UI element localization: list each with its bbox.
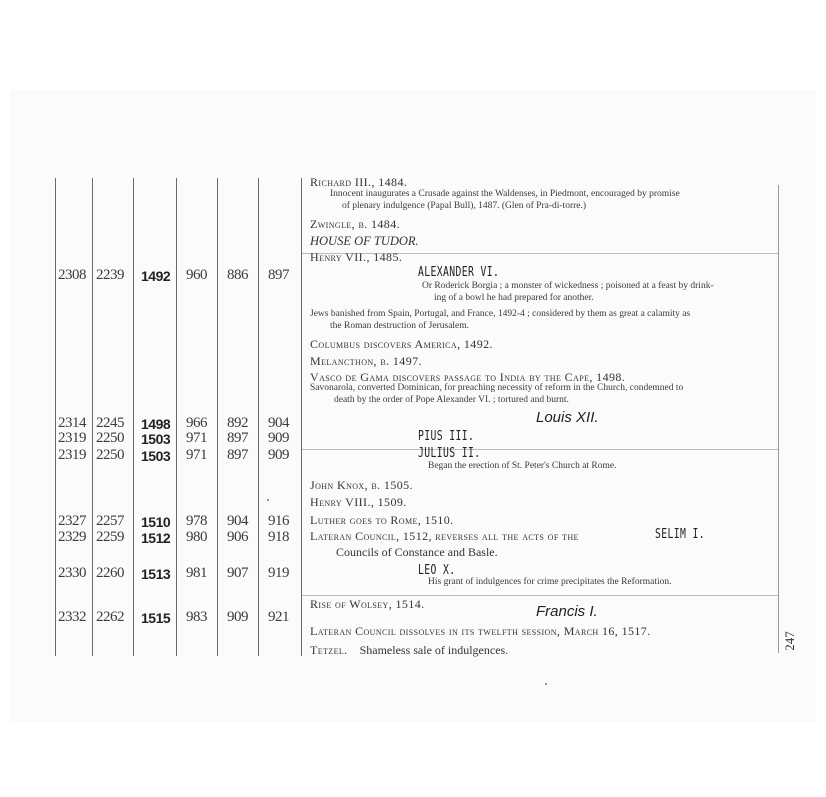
entry-jews-line2: the Roman destruction of Jerusalem. bbox=[330, 321, 470, 331]
cell-c3: 1512 bbox=[141, 530, 171, 546]
cell-c6: 919 bbox=[268, 565, 289, 581]
cell-c6: 918 bbox=[268, 529, 289, 545]
cell-c5: 909 bbox=[227, 609, 248, 625]
cell-c6: 904 bbox=[268, 415, 289, 431]
cell-c3: 1503 bbox=[141, 448, 171, 464]
cell-c6: 897 bbox=[268, 267, 289, 283]
entry-innocent-line2: of plenary indulgence (Papal Bull), 1487. (Glen of Pra-di-torre.) bbox=[342, 201, 587, 211]
cell-c6: 909 bbox=[268, 447, 289, 463]
cell-c3: 1515 bbox=[141, 610, 171, 626]
cell-c1: 2332 bbox=[58, 609, 86, 625]
pope-pius: PIUS III. bbox=[418, 429, 475, 444]
pope-alexander: ALEXANDER VI. bbox=[418, 265, 500, 280]
entry-vasco-da-gama: Vasco de Gama discovers passage to India by the Cape, 1498. bbox=[310, 370, 626, 384]
pope-leo: LEO X. bbox=[418, 563, 456, 578]
cell-c6: 916 bbox=[268, 513, 289, 529]
entry-borgia-line1: Or Roderick Borgia ; a monster of wickedness ; poisoned at a feast by drink- bbox=[422, 281, 714, 291]
entry-lateran-dissolve: Lateran Council dissolves in its twelfth session, March 16, 1517. bbox=[310, 624, 651, 638]
cell-c5: 906 bbox=[227, 529, 248, 545]
king-francis: Francis I. bbox=[536, 603, 598, 620]
entry-tetzel bbox=[310, 641, 508, 659]
sultan-selim: SELIM I. bbox=[655, 527, 705, 542]
cell-c5: 904 bbox=[227, 513, 248, 529]
cell-c4: 983 bbox=[186, 609, 207, 625]
cell-c1: 2319 bbox=[58, 430, 86, 446]
cell-c5: 897 bbox=[227, 430, 248, 446]
entry-columbus: Columbus discovers America, 1492. bbox=[310, 337, 493, 351]
column-rule bbox=[176, 178, 177, 656]
entry-richard: Richard III., 1484. bbox=[310, 175, 408, 189]
entry-st-peters: Began the erection of St. Peter's Church at Rome. bbox=[428, 461, 617, 471]
entry-melancthon: Melancthon, b. 1497. bbox=[310, 354, 422, 368]
entry-savonarola-line1: Savonarola, converted Dominican, for preaching necessity of reform in the Church, condemned to bbox=[310, 383, 684, 393]
column-rule bbox=[778, 185, 779, 653]
cell-c2: 2245 bbox=[96, 415, 124, 431]
entry-tetzel-text: Shameless sale of indulgences. bbox=[359, 643, 509, 657]
row-rule bbox=[302, 449, 778, 450]
cell-c2: 2262 bbox=[96, 609, 124, 625]
page-number: 247 bbox=[781, 631, 797, 651]
entry-wolsey: Rise of Wolsey, 1514. bbox=[310, 597, 425, 611]
speck bbox=[545, 683, 547, 685]
cell-c2: 2259 bbox=[96, 529, 124, 545]
entry-zwingle: Zwingle, b. 1484. bbox=[310, 217, 401, 231]
cell-c2: 2239 bbox=[96, 267, 124, 283]
cell-c6: 909 bbox=[268, 430, 289, 446]
cell-c4: 978 bbox=[186, 513, 207, 529]
cell-c6: 921 bbox=[268, 609, 289, 625]
entry-henry8: Henry VIII., 1509. bbox=[310, 495, 407, 509]
column-rule bbox=[301, 178, 302, 656]
cell-c5: 886 bbox=[227, 267, 248, 283]
cell-c1: 2308 bbox=[58, 267, 86, 283]
entry-lateran-line2: Councils of Constance and Basle. bbox=[336, 545, 498, 559]
column-rule bbox=[133, 178, 134, 656]
cell-c5: 907 bbox=[227, 565, 248, 581]
entry-jews-line1: Jews banished from Spain, Portugal, and France, 1492-4 ; considered by them as great a calamity as bbox=[310, 309, 691, 319]
cell-c2: 2260 bbox=[96, 565, 124, 581]
speck bbox=[267, 499, 269, 501]
cell-c5: 897 bbox=[227, 447, 248, 463]
king-louis: Louis XII. bbox=[536, 409, 599, 426]
column-rule bbox=[55, 178, 56, 656]
entry-house-of-tudor: HOUSE OF TUDOR. bbox=[310, 234, 419, 248]
cell-c3: 1513 bbox=[141, 566, 171, 582]
row-rule bbox=[302, 595, 778, 596]
entry-john-knox: John Knox, b. 1505. bbox=[310, 478, 413, 492]
cell-c4: 981 bbox=[186, 565, 207, 581]
cell-c4: 966 bbox=[186, 415, 207, 431]
entry-savonarola-line2: death by the order of Pope Alexander VI. ; tortured and burnt. bbox=[334, 395, 569, 405]
cell-c3: 1510 bbox=[141, 514, 171, 530]
cell-c3: 1498 bbox=[141, 416, 171, 432]
cell-c1: 2314 bbox=[58, 415, 86, 431]
cell-c3: 1492 bbox=[141, 268, 171, 284]
entry-tetzel-name: Tetzel. bbox=[310, 643, 348, 657]
cell-c3: 1503 bbox=[141, 431, 171, 447]
cell-c4: 971 bbox=[186, 447, 207, 463]
cell-c5: 892 bbox=[227, 415, 248, 431]
entry-lateran-line1: Lateran Council, 1512, reverses all the acts of the bbox=[310, 529, 579, 543]
cell-c4: 971 bbox=[186, 430, 207, 446]
pope-julius: JULIUS II. bbox=[418, 446, 481, 461]
cell-c1: 2319 bbox=[58, 447, 86, 463]
cell-c2: 2250 bbox=[96, 447, 124, 463]
entry-luther: Luther goes to Rome, 1510. bbox=[310, 513, 454, 527]
cell-c2: 2250 bbox=[96, 430, 124, 446]
entry-innocent-line1: Innocent inaugurates a Crusade against the Waldenses, in Piedmont, encouraged by promise bbox=[330, 189, 680, 199]
cell-c1: 2330 bbox=[58, 565, 86, 581]
cell-c1: 2327 bbox=[58, 513, 86, 529]
cell-c4: 960 bbox=[186, 267, 207, 283]
column-rule bbox=[258, 178, 259, 656]
entry-borgia-line2: ing of a bowl he had prepared for another. bbox=[434, 293, 594, 303]
entry-henry7: Henry VII., 1485. bbox=[310, 250, 403, 264]
cell-c2: 2257 bbox=[96, 513, 124, 529]
column-rule bbox=[217, 178, 218, 656]
entry-leo-note: His grant of indulgences for crime precipitates the Reformation. bbox=[428, 577, 672, 587]
column-rule bbox=[92, 178, 93, 656]
cell-c1: 2329 bbox=[58, 529, 86, 545]
cell-c4: 980 bbox=[186, 529, 207, 545]
